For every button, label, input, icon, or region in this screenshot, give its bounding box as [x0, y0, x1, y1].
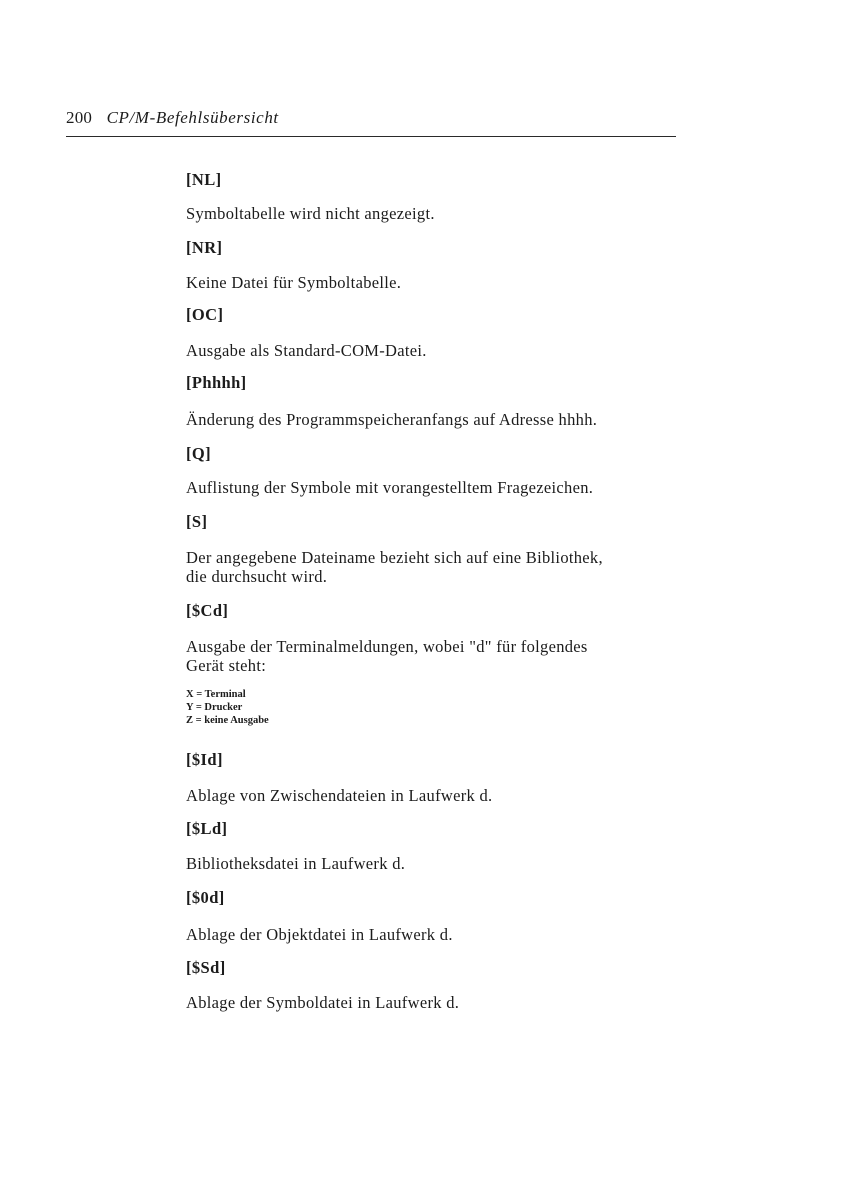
option-description-s-line1: Der angegebene Dateiname bezieht sich auf eine Bibliothek,: [186, 548, 603, 567]
option-label-0d: [$0d]: [186, 888, 225, 907]
option-label-s: [S]: [186, 512, 208, 531]
option-description-nl: Symboltabelle wird nicht angezeigt.: [186, 204, 435, 223]
device-code-none: Z = keine Ausgabe: [186, 715, 269, 726]
option-description-id: Ablage von Zwischendateien in Laufwerk d.: [186, 786, 493, 805]
option-label-sd: [$Sd]: [186, 958, 226, 977]
page-number: 200: [66, 108, 93, 127]
option-description-sd: Ablage der Symboldatei in Laufwerk d.: [186, 993, 460, 1012]
option-description-cd-line2: Gerät steht:: [186, 656, 267, 675]
option-description-oc: Ausgabe als Standard-COM-Datei.: [186, 341, 427, 360]
option-description-phhhh: Änderung des Programmspeicheranfangs auf Adresse hhhh.: [186, 410, 598, 429]
running-header: [66, 108, 676, 128]
option-label-ld: [$Ld]: [186, 819, 228, 838]
option-label-oc: [OC]: [186, 305, 224, 324]
option-description-s-line2: die durchsucht wird.: [186, 567, 328, 586]
option-description-cd-line1: Ausgabe der Terminalmeldungen, wobei "d" für folgendes: [186, 637, 588, 656]
option-description-0d: Ablage der Objektdatei in Laufwerk d.: [186, 925, 453, 944]
option-label-q: [Q]: [186, 444, 212, 463]
device-code-printer: Y = Drucker: [186, 702, 243, 713]
option-description-ld: Bibliotheksdatei in Laufwerk d.: [186, 854, 406, 873]
option-label-id: [$Id]: [186, 750, 223, 769]
option-label-cd: [$Cd]: [186, 601, 229, 620]
option-label-nr: [NR]: [186, 238, 223, 257]
header-rule: [66, 136, 676, 137]
section-title: CP/M-Befehlsübersicht: [106, 108, 279, 127]
option-label-phhhh: [Phhhh]: [186, 373, 247, 392]
option-label-nl: [NL]: [186, 170, 222, 189]
device-code-terminal: X = Terminal: [186, 689, 246, 700]
option-description-q: Auflistung der Symbole mit vorangestelltem Fragezeichen.: [186, 478, 594, 497]
option-description-nr: Keine Datei für Symboltabelle.: [186, 273, 402, 292]
device-code-list: [186, 688, 269, 727]
